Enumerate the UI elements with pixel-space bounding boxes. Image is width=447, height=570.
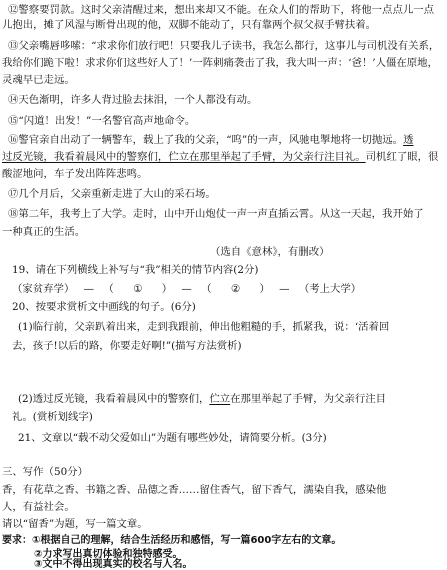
para-15: ⑮“闪道！出发！”一名警官高声地命令。 [8, 115, 196, 127]
q20-2-text-a: (2)透过反光镜，我看着晨风中的警察们， [18, 393, 210, 405]
question-20: 20、按要求赏析文中画线的句子。(6分) [12, 301, 196, 313]
question-19-chain [12, 283, 361, 295]
question-20-1-line-1: (1)临行前，父亲趴着出来，走到我跟前，伸出他粗糙的手，抓紧我，说：‘活着回 [18, 321, 390, 333]
para-16-line-1 [8, 134, 413, 146]
writing-intro-line-1: 香，有花草之香、书籍之香、品德之香……留住香气，留下香气，濡染自我，感染他 [2, 484, 387, 496]
requirements-label: 要求： [2, 535, 32, 546]
chain-open-2: （ [201, 283, 212, 295]
para-16-line-3: 酸涩地问，车子发出阵阵悲鸣。 [2, 168, 148, 180]
writing-task: 请以“留香”为题，写一篇文章。 [2, 518, 148, 530]
para-18-line-1: ⑱第二年，我考上了大学。走时，山中开山炮仗一声一声直插云霄。从这一天起，我开始了 [8, 208, 424, 220]
para-12-line-2: 儿抱出，摊了风湿与断骨出现的他，双脚不能动了，只有靠两个叔父叔手臂扶着。 [2, 19, 377, 31]
writing-requirements-line-1 [2, 535, 341, 547]
para-18-line-2: 一种真正的生活。 [2, 226, 86, 238]
question-20-2-line-1 [18, 393, 386, 405]
chain-close-1: ） [161, 283, 173, 295]
para-12-line-1: ⑫警察要罚款。这时父亲清醒过来，想出来却又不能。在众人们的帮助下，将他一点点儿一点 [8, 4, 435, 16]
chain-blank-1: ① [133, 283, 143, 295]
requirement-2: ②力求写出真切体验和独特感受。 [34, 549, 183, 560]
para-16-underlined-sentence: 过反光镜，我看着晨风中的警察们，伫立在那里举起了手臂，为父亲行注目礼。 [2, 151, 366, 163]
para-16-line-1-text: ⑯警官亲自出动了一辆警车，载上了我的父亲，“呜”的一声，风驰电掣地将一切抛远。 [8, 134, 404, 146]
writing-heading: 三、写作（50分） [2, 466, 88, 478]
question-20-1-line-2: 去，孩子!以后的路，你要走好啊!”(描写方法赏析) [12, 340, 242, 352]
q20-2-text-b: 在那里举起了手臂，为父亲行注目 [230, 393, 386, 405]
chain-dash-3: — [279, 283, 290, 295]
para-17: ⑰几个月后，父亲重新走进了大山的采石场。 [8, 188, 216, 200]
chain-start: （家贫弃学） [12, 283, 75, 295]
chain-open-1: （ [103, 283, 114, 295]
para-16-line-2-tail: 司机红了眼，很 [365, 151, 439, 163]
source-note: （选自《意林》，有删改） [210, 246, 330, 258]
chain-blank-2: ② [230, 283, 241, 295]
para-14: ⑭天色渐明，许多人背过脸去抹泪，一个人都没有动。 [8, 94, 258, 106]
chain-dash-1: — [83, 283, 95, 295]
chain-end: （考上大学） [298, 283, 362, 295]
para-13-line-3: 灵魂早已走远。 [2, 74, 75, 86]
para-13-line-1: ⑬父亲嘴唇哆嗦：“求求你们放行吧！只要我儿子读书，我怎么都行，这事儿与司机没有关系， [8, 40, 440, 52]
question-21: 21、文章以“载不动父爱如山”为题有哪些妙处，请简要分析。(3分) [18, 432, 327, 444]
chain-close-2: ） [259, 283, 270, 295]
para-16-line-2 [2, 151, 438, 163]
requirement-1: ①根据自己的理解，结合生活经历和感悟，写一篇600字左右的文章。 [32, 535, 342, 546]
writing-intro-line-2: 人，有益社会。 [2, 501, 75, 513]
para-13-line-2: 我给你们跪下啦！求求你们这些好人了！’一阵刺痛袭击了我，我大叫一声：‘爸！’人僵在原地， [2, 57, 438, 69]
q20-2-underlined-word: 伫立 [209, 393, 231, 405]
para-16-line-1-tail: 透 [403, 134, 414, 146]
question-19: 19、请在下列横线上补写与“我”相关的情节内容(2分) [12, 264, 259, 276]
question-20-2-line-2: 礼。(赏析划线字) [12, 411, 93, 423]
requirement-3: ③文中不得出现真实的校名与人名。 [34, 559, 193, 570]
chain-dash-2: — [181, 283, 192, 295]
